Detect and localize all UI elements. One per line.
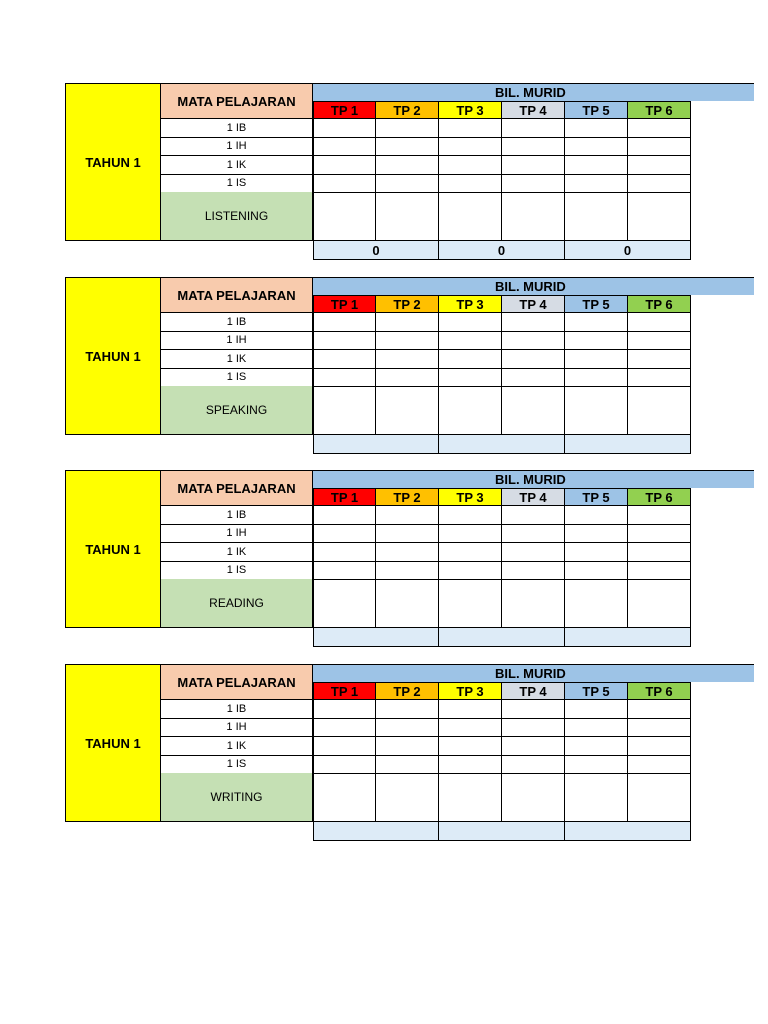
data-cell[interactable]: [565, 543, 628, 562]
data-cell[interactable]: [376, 773, 439, 822]
tp-header-1[interactable]: TP 1: [313, 488, 376, 506]
tp-header-6[interactable]: TP 6: [628, 295, 691, 313]
data-cell[interactable]: [439, 700, 502, 719]
data-cell[interactable]: [565, 119, 628, 138]
data-cell[interactable]: [313, 543, 376, 562]
class-cell[interactable]: 1 IH: [160, 331, 313, 350]
data-cell[interactable]: [376, 506, 439, 525]
tp-header-4[interactable]: TP 4: [502, 295, 565, 313]
data-cell[interactable]: [565, 561, 628, 580]
class-cell[interactable]: 1 IS: [160, 561, 313, 580]
tp-header-4[interactable]: TP 4: [502, 488, 565, 506]
total-cell[interactable]: [313, 628, 439, 647]
data-cell[interactable]: [439, 386, 502, 435]
data-cell[interactable]: [565, 350, 628, 369]
data-cell[interactable]: [502, 331, 565, 350]
data-cell[interactable]: [376, 137, 439, 156]
data-cell[interactable]: [376, 156, 439, 175]
data-cell[interactable]: [376, 192, 439, 241]
data-cell[interactable]: [628, 506, 691, 525]
data-cell[interactable]: [628, 561, 691, 580]
data-cell[interactable]: [565, 579, 628, 628]
tp-header-1[interactable]: TP 1: [313, 682, 376, 700]
data-cell[interactable]: [439, 737, 502, 756]
data-cell[interactable]: [313, 174, 376, 193]
data-cell[interactable]: [502, 156, 565, 175]
data-cell[interactable]: [565, 386, 628, 435]
data-cell[interactable]: [628, 174, 691, 193]
year-cell[interactable]: TAHUN 1: [65, 277, 160, 435]
class-cell[interactable]: 1 IH: [160, 524, 313, 543]
data-cell[interactable]: [439, 192, 502, 241]
data-cell[interactable]: [439, 755, 502, 774]
subject-header-cell[interactable]: MATA PELAJARAN: [160, 83, 313, 119]
data-cell[interactable]: [502, 137, 565, 156]
data-cell[interactable]: [313, 350, 376, 369]
tp-header-5[interactable]: TP 5: [565, 295, 628, 313]
data-cell[interactable]: [313, 331, 376, 350]
data-cell[interactable]: [313, 368, 376, 387]
class-cell[interactable]: 1 IK: [160, 543, 313, 562]
class-cell[interactable]: 1 IS: [160, 174, 313, 193]
data-cell[interactable]: [502, 737, 565, 756]
tp-header-2[interactable]: TP 2: [376, 101, 439, 119]
data-cell[interactable]: [376, 313, 439, 332]
class-cell[interactable]: 1 IB: [160, 313, 313, 332]
data-cell[interactable]: [565, 174, 628, 193]
skill-cell[interactable]: READING: [160, 579, 313, 628]
data-cell[interactable]: [628, 192, 691, 241]
tp-header-3[interactable]: TP 3: [439, 488, 502, 506]
skill-cell[interactable]: SPEAKING: [160, 386, 313, 435]
subject-header-cell[interactable]: MATA PELAJARAN: [160, 277, 313, 313]
data-cell[interactable]: [502, 524, 565, 543]
data-cell[interactable]: [502, 543, 565, 562]
student-count-header[interactable]: BIL. MURID: [313, 277, 754, 295]
data-cell[interactable]: [439, 174, 502, 193]
tp-header-2[interactable]: TP 2: [376, 682, 439, 700]
class-cell[interactable]: 1 IH: [160, 718, 313, 737]
data-cell[interactable]: [376, 350, 439, 369]
class-cell[interactable]: 1 IK: [160, 737, 313, 756]
class-cell[interactable]: 1 IK: [160, 350, 313, 369]
data-cell[interactable]: [313, 755, 376, 774]
data-cell[interactable]: [565, 313, 628, 332]
data-cell[interactable]: [313, 579, 376, 628]
data-cell[interactable]: [439, 773, 502, 822]
data-cell[interactable]: [376, 174, 439, 193]
assessment-table-1: [65, 83, 689, 260]
tp-header-3[interactable]: TP 3: [439, 101, 502, 119]
tp-header-5[interactable]: TP 5: [565, 682, 628, 700]
total-cell[interactable]: [565, 435, 691, 454]
year-cell[interactable]: TAHUN 1: [65, 83, 160, 241]
student-count-header[interactable]: BIL. MURID: [313, 664, 754, 682]
data-cell[interactable]: [313, 773, 376, 822]
data-cell[interactable]: [565, 156, 628, 175]
assessment-table-2: [65, 277, 689, 454]
assessment-table-3: [65, 470, 689, 647]
data-cell[interactable]: [439, 137, 502, 156]
data-cell[interactable]: [502, 313, 565, 332]
subject-header-cell[interactable]: MATA PELAJARAN: [160, 470, 313, 506]
tp-header-6[interactable]: TP 6: [628, 488, 691, 506]
data-cell[interactable]: [565, 737, 628, 756]
class-cell[interactable]: 1 IH: [160, 137, 313, 156]
data-cell[interactable]: [376, 718, 439, 737]
data-cell[interactable]: [376, 119, 439, 138]
data-cell[interactable]: [502, 368, 565, 387]
data-cell[interactable]: [439, 718, 502, 737]
data-cell[interactable]: [628, 718, 691, 737]
tp-header-1[interactable]: TP 1: [313, 101, 376, 119]
data-cell[interactable]: [565, 718, 628, 737]
data-cell[interactable]: [439, 543, 502, 562]
total-cell[interactable]: 0: [313, 241, 439, 260]
total-cell[interactable]: [439, 628, 565, 647]
data-cell[interactable]: [502, 506, 565, 525]
student-count-header[interactable]: BIL. MURID: [313, 470, 754, 488]
data-cell[interactable]: [313, 561, 376, 580]
data-cell[interactable]: [565, 700, 628, 719]
total-cell[interactable]: [313, 435, 439, 454]
data-cell[interactable]: [313, 156, 376, 175]
tp-header-5[interactable]: TP 5: [565, 488, 628, 506]
data-cell[interactable]: [502, 755, 565, 774]
data-cell[interactable]: [439, 313, 502, 332]
data-cell[interactable]: [376, 755, 439, 774]
data-cell[interactable]: [439, 368, 502, 387]
class-cell[interactable]: 1 IB: [160, 506, 313, 525]
data-cell[interactable]: [502, 119, 565, 138]
data-cell[interactable]: [439, 119, 502, 138]
data-cell[interactable]: [628, 773, 691, 822]
data-cell[interactable]: [439, 156, 502, 175]
data-cell[interactable]: [313, 313, 376, 332]
year-cell[interactable]: TAHUN 1: [65, 470, 160, 628]
data-cell[interactable]: [628, 524, 691, 543]
class-cell[interactable]: 1 IS: [160, 368, 313, 387]
total-cell[interactable]: 0: [439, 241, 565, 260]
tp-header-3[interactable]: TP 3: [439, 295, 502, 313]
data-cell[interactable]: [313, 718, 376, 737]
assessment-table-4: [65, 664, 689, 841]
data-cell[interactable]: [502, 350, 565, 369]
skill-cell[interactable]: WRITING: [160, 773, 313, 822]
data-cell[interactable]: [628, 700, 691, 719]
data-cell[interactable]: [376, 524, 439, 543]
data-cell[interactable]: [628, 156, 691, 175]
total-cell[interactable]: [313, 822, 439, 841]
year-cell[interactable]: TAHUN 1: [65, 664, 160, 822]
tp-header-2[interactable]: TP 2: [376, 488, 439, 506]
data-cell[interactable]: [439, 524, 502, 543]
data-cell[interactable]: [439, 331, 502, 350]
data-cell[interactable]: [565, 773, 628, 822]
data-cell[interactable]: [628, 755, 691, 774]
total-cell[interactable]: [439, 822, 565, 841]
class-cell[interactable]: 1 IB: [160, 700, 313, 719]
data-cell[interactable]: [439, 579, 502, 628]
data-cell[interactable]: [565, 524, 628, 543]
data-cell[interactable]: [502, 192, 565, 241]
data-cell[interactable]: [376, 561, 439, 580]
data-cell[interactable]: [565, 506, 628, 525]
data-cell[interactable]: [376, 368, 439, 387]
data-cell[interactable]: [439, 561, 502, 580]
data-cell[interactable]: [313, 700, 376, 719]
tp-header-6[interactable]: TP 6: [628, 101, 691, 119]
data-cell[interactable]: [628, 313, 691, 332]
data-cell[interactable]: [376, 737, 439, 756]
data-cell[interactable]: [502, 579, 565, 628]
data-cell[interactable]: [313, 119, 376, 138]
data-cell[interactable]: [313, 737, 376, 756]
data-cell[interactable]: [628, 137, 691, 156]
data-cell[interactable]: [628, 543, 691, 562]
subject-header-cell[interactable]: MATA PELAJARAN: [160, 664, 313, 700]
tp-header-4[interactable]: TP 4: [502, 101, 565, 119]
data-cell[interactable]: [565, 331, 628, 350]
data-cell[interactable]: [313, 506, 376, 525]
data-cell[interactable]: [313, 386, 376, 435]
tp-header-4[interactable]: TP 4: [502, 682, 565, 700]
data-cell[interactable]: [628, 331, 691, 350]
data-cell[interactable]: [628, 350, 691, 369]
data-cell[interactable]: [376, 386, 439, 435]
data-cell[interactable]: [628, 579, 691, 628]
class-cell[interactable]: 1 IS: [160, 755, 313, 774]
tp-header-5[interactable]: TP 5: [565, 101, 628, 119]
total-cell[interactable]: [439, 435, 565, 454]
data-cell[interactable]: [628, 368, 691, 387]
data-cell[interactable]: [502, 700, 565, 719]
total-cell[interactable]: [565, 822, 691, 841]
data-cell[interactable]: [439, 506, 502, 525]
data-cell[interactable]: [565, 192, 628, 241]
data-cell[interactable]: [313, 524, 376, 543]
class-cell[interactable]: 1 IK: [160, 156, 313, 175]
data-cell[interactable]: [565, 755, 628, 774]
student-count-header[interactable]: BIL. MURID: [313, 83, 754, 101]
data-cell[interactable]: [628, 386, 691, 435]
data-cell[interactable]: [376, 543, 439, 562]
data-cell[interactable]: [313, 192, 376, 241]
total-cell[interactable]: [565, 628, 691, 647]
total-cell[interactable]: 0: [565, 241, 691, 260]
data-cell[interactable]: [628, 119, 691, 138]
data-cell[interactable]: [502, 773, 565, 822]
tp-header-1[interactable]: TP 1: [313, 295, 376, 313]
tp-header-3[interactable]: TP 3: [439, 682, 502, 700]
data-cell[interactable]: [502, 561, 565, 580]
data-cell[interactable]: [376, 579, 439, 628]
data-cell[interactable]: [628, 737, 691, 756]
class-cell[interactable]: 1 IB: [160, 119, 313, 138]
tp-header-2[interactable]: TP 2: [376, 295, 439, 313]
data-cell[interactable]: [565, 137, 628, 156]
data-cell[interactable]: [502, 174, 565, 193]
data-cell[interactable]: [376, 700, 439, 719]
data-cell[interactable]: [565, 368, 628, 387]
data-cell[interactable]: [439, 350, 502, 369]
skill-cell[interactable]: LISTENING: [160, 192, 313, 241]
data-cell[interactable]: [313, 137, 376, 156]
tp-header-6[interactable]: TP 6: [628, 682, 691, 700]
data-cell[interactable]: [502, 386, 565, 435]
data-cell[interactable]: [376, 331, 439, 350]
data-cell[interactable]: [502, 718, 565, 737]
